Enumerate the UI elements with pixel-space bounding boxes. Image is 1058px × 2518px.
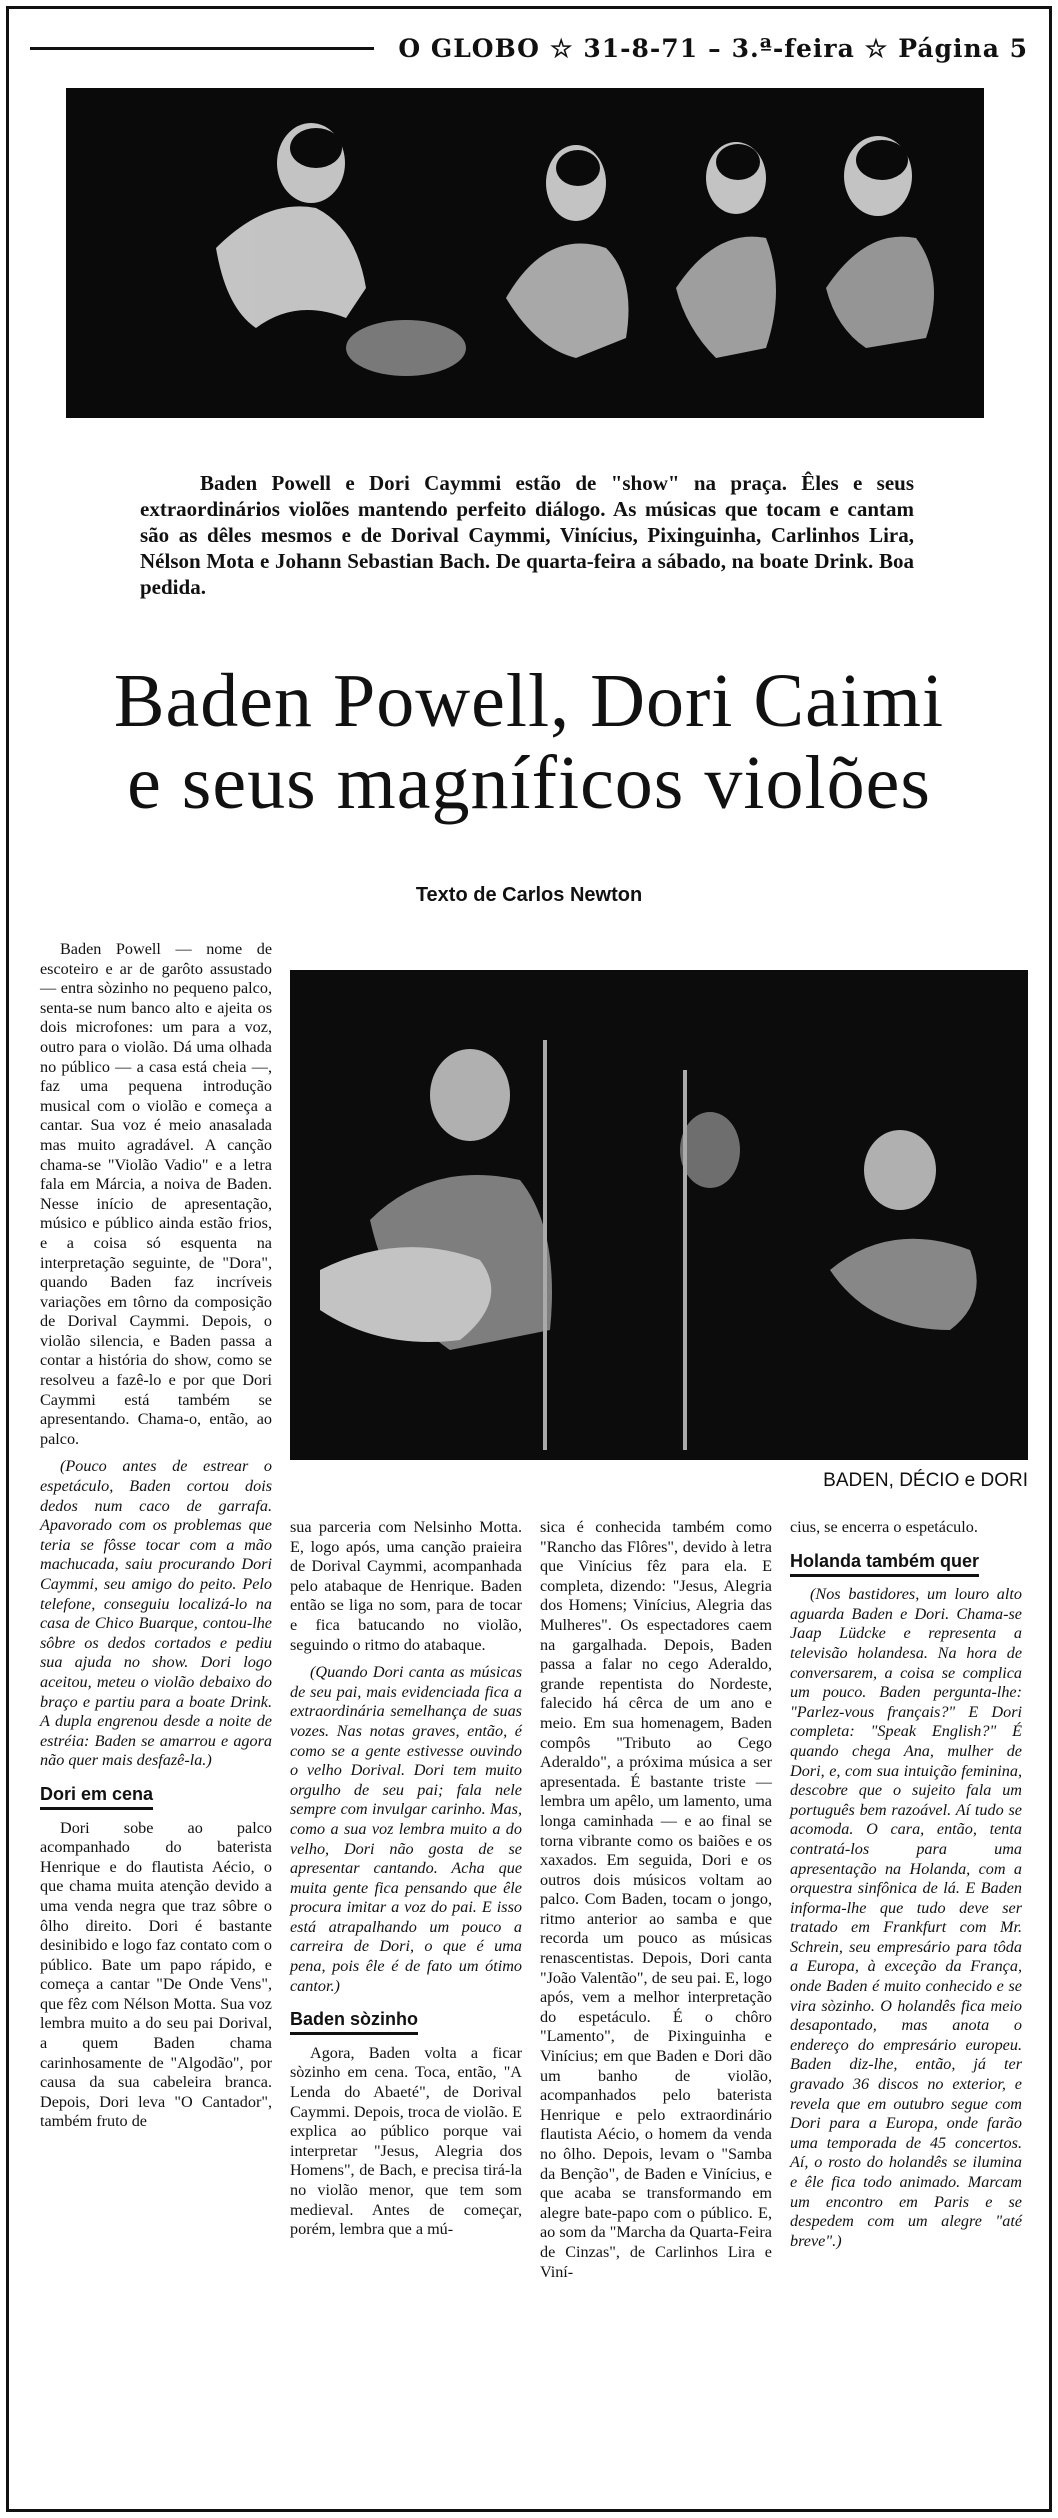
- issue-date: 31-8-71: [583, 33, 699, 63]
- subheading: [790, 1552, 1022, 1574]
- top-photo-image: [66, 88, 984, 418]
- subheading-text: Baden sòzinho: [290, 2009, 418, 2035]
- paragraph: (Pouco antes de estrear o espetáculo, Baden cortou dois dedos num caco de garrafa. Apavorado com os problemas que teria se fôsse tocar com a mão machucada, saiu procurando Dori Caymmi, seu amigo do peito. Pelo telefone, conseguiu localizá-lo na casa de Chico Buarque, contou-lhe sôbre os dedos cortados e pediu sua ajuda no show. Dori logo aceitou, meteu o violão debaixo do braço e partiu para a boate Drink. A dupla engrenou desde a noite de estréia: Baden se amarrou e agora não quer mais desfazê-la.): [40, 1457, 272, 1770]
- paragraph: (Nos bastidores, um louro alto aguarda Baden e Dori. Chama-se Jaap Lüdcke e representa a televisão holandesa. Na hora de conversarem, a coisa se complica um pouco. Baden pergunta-lhe: "Parlez-vous français?" E Dori completa: "Speak English?" É quando chega Ana, mulher de Dori, e, com sua intuição feminina, descobre que o sujeito fala um português bem razoável. Aí tudo se acomoda. O cara, então, tenta contratá-los para uma apresentação na Holanda, com a orquestra sinfônica de lá. E Baden informa-lhe que tudo deve ser tratado em Frankfurt com Mr. Schrein, seu empresário para tôda a Europa, à exceção da França, onde Baden é muito conhecido e se vira sòzinho. O holandês fica meio desapontado, mas anota o endereço do empresário europeu. Baden diz-lhe, então, já ter gravado 36 discos no exterior, e revela que em outubro segue com Dori para a Europa, onde farão uma temporada de 45 concertos. Aí, o rosto do holandês se ilumina e êle fica todo animado. Marcam um encontro em Paris e se despedem com um alegre "até breve".): [790, 1585, 1022, 2250]
- page-number: Página 5: [898, 33, 1028, 63]
- subheading: [290, 2010, 522, 2032]
- article-column-4: [790, 1518, 1022, 2259]
- paragraph: sica é conhecida também como "Rancho das Flôres", devido à letra que Vinícius fêz para ela. E completa, dizendo: "Jesus, Alegria dos Homens; Vinícius, Alegria das Mulheres". Os espectadores caem na gargalhada. Depois, Baden passa a falar no cego Aderaldo, grande repentista do Nordeste, falecido há cêrca de um ano e meio. Em sua homenagem, Baden compôs "Tributo ao Cego Aderaldo", a próxima música a ser apresentada. É bastante triste — lembra um apêlo, um lamento, uma longa caminhada — e ao final se torna vibrante como os baiões e os xaxados. Em seguida, Dori e os outros dois músicos voltam ao palco. Com Baden, tocam o jongo, ritmo anterior ao samba e que recorda um pouco as músicas renascentistas. Depois, Dori canta "João Valentão", de seu pai. E, logo após, vem a melhor interpretação do espetáculo. É o chôro "Lamento", de Pixinguinha e Vinícius; em que Baden e Dori dão um banho de violão, acompanhados pelo baterista Henrique e pelo extraordinário flautista Aécio, o homem da venda no ôlho. Depois, levam o "Samba da Benção", de Baden e Vinícius, e que acaba se transformando em alegre bate-papo com o público. E, ao som da "Marcha da Quarta-Feira de Cinzas", de Carlinhos Lira e Viní-: [540, 1518, 772, 2281]
- dash: –: [708, 33, 722, 63]
- masthead: [30, 26, 1028, 70]
- article-column-2: [290, 1518, 522, 2248]
- paragraph: (Quando Dori canta as músicas de seu pai, mais evidenciada fica a extraordinária semelhança de suas vozes. Nas notas graves, então, é como se a gente estivesse ouvindo o velho Dorival. Dori tem muito orgulho de seu pai; fala nele sempre com invulgar carinho. Mas, como a sua voz lembra muito a do velho, Dori não gosta de se apresentar cantando. Acha que muita gente fica pensando que êle procura imitar a voz do pai. E isso está atrapalhando um pouco a carreira de Dori, o que é uma pena, pois êle é de fato um ótimo cantor.): [290, 1663, 522, 1995]
- subheading-text: Holanda também quer: [790, 1551, 979, 1577]
- middle-photo-caption: BADEN, DÉCIO e DORI: [823, 1470, 1028, 1491]
- paragraph: Dori sobe ao palco acompanhado do baterista Henrique e do flautista Aécio, o que chama muita atenção devido a uma venda negra que traz sôbre o ôlho direito. Dori é bastante desinibido e logo faz contato com o público. Bate um papo rápido, e começa a cantar "De Onde Vens", que fêz com Nélson Motta. Sua voz lembra muito a do seu pai Dorival, a quem Baden chama carinhosamente de "Algodão", por causa da sua cabeleira branca. Depois, Dori leva "O Cantador", também fruto de: [40, 1818, 272, 2131]
- paragraph: cius, se encerra o espetáculo.: [790, 1518, 978, 1536]
- masthead-rule: [30, 47, 374, 50]
- issue-weekday: 3.ª-feira: [731, 33, 855, 63]
- byline: Texto de Carlos Newton: [415, 884, 643, 906]
- subheading-text: Dori em cena: [40, 1784, 153, 1810]
- subheading: [40, 1785, 272, 1807]
- star-icon: ☆: [549, 33, 574, 63]
- middle-photo: [290, 970, 1028, 1460]
- middle-photo-image: [290, 970, 1028, 1460]
- newspaper-name: O GLOBO: [398, 33, 540, 63]
- article-column-1: [40, 940, 272, 2140]
- headline: [30, 660, 1028, 824]
- headline-line-2: e seus magníficos violões: [127, 741, 931, 825]
- headline-line-1: Baden Powell, Dori Caimi: [113, 659, 945, 743]
- paragraph: sua parceria com Nelsinho Motta. E, logo após, uma canção praieira de Dorival Caymmi, acompanhada pelo atabaque de Henrique. Baden então se liga no som, para de tocar e fica batucando no violão, seguindo o ritmo do atabaque.: [290, 1518, 522, 1654]
- paragraph: Baden Powell — nome de escoteiro e ar de garôto assustado — entra sòzinho no pequeno palco, senta-se num banco alto e ajeita os dois microfones: um para a voz, outro para o violão. Dá uma olhada no público — a casa está cheia —, faz uma pequena introdução musical com o violão e começa a cantar. Sua voz é meio anasalada mas muito agradável. A canção chama-se "Violão Vadio" e a letra fala em Márcia, a noiva de Baden. Nesse início de apresentação, músico e público ainda estão frios, e a coisa só esquenta na interpretação seguinte, de "Dora", quando Baden faz incríveis variações em tôrno da composição de Dorival Caymmi. Depois, o violão silencia, e Baden passa a contar a história do show, como se resolveu a fazê-lo e por que Dori Caymmi está também se apresentando. Chama-o, então, ao palco.: [40, 940, 272, 1448]
- top-photo: [66, 88, 984, 418]
- top-photo-caption: Baden Powell e Dori Caymmi estão de "show" na praça. Êles e seus extraordinários violões mantendo perfeito diálogo. As músicas que tocam e cantam são as dêles mesmos e de Dorival Caymmi, Vinícius, Pixinguinha, Carlinhos Lira, Nélson Mota e Johann Sebastian Bach. De quarta-feira a sábado, na boate Drink. Boa pedida.: [140, 471, 914, 599]
- paragraph: Agora, Baden volta a ficar sòzinho em cena. Toca, então, "A Lenda do Abaeté", de Dorival Caymmi. Depois, troca de violão. E explica ao público porque vai interpretar "Jesus, Alegria dos Homens", de Bach, e precisa tirá-la no violão menor, que tem som medieval. Antes de começar, porém, lembra que a mú-: [290, 2043, 522, 2239]
- star-icon: ☆: [864, 33, 889, 63]
- article-column-3: [540, 1518, 772, 2290]
